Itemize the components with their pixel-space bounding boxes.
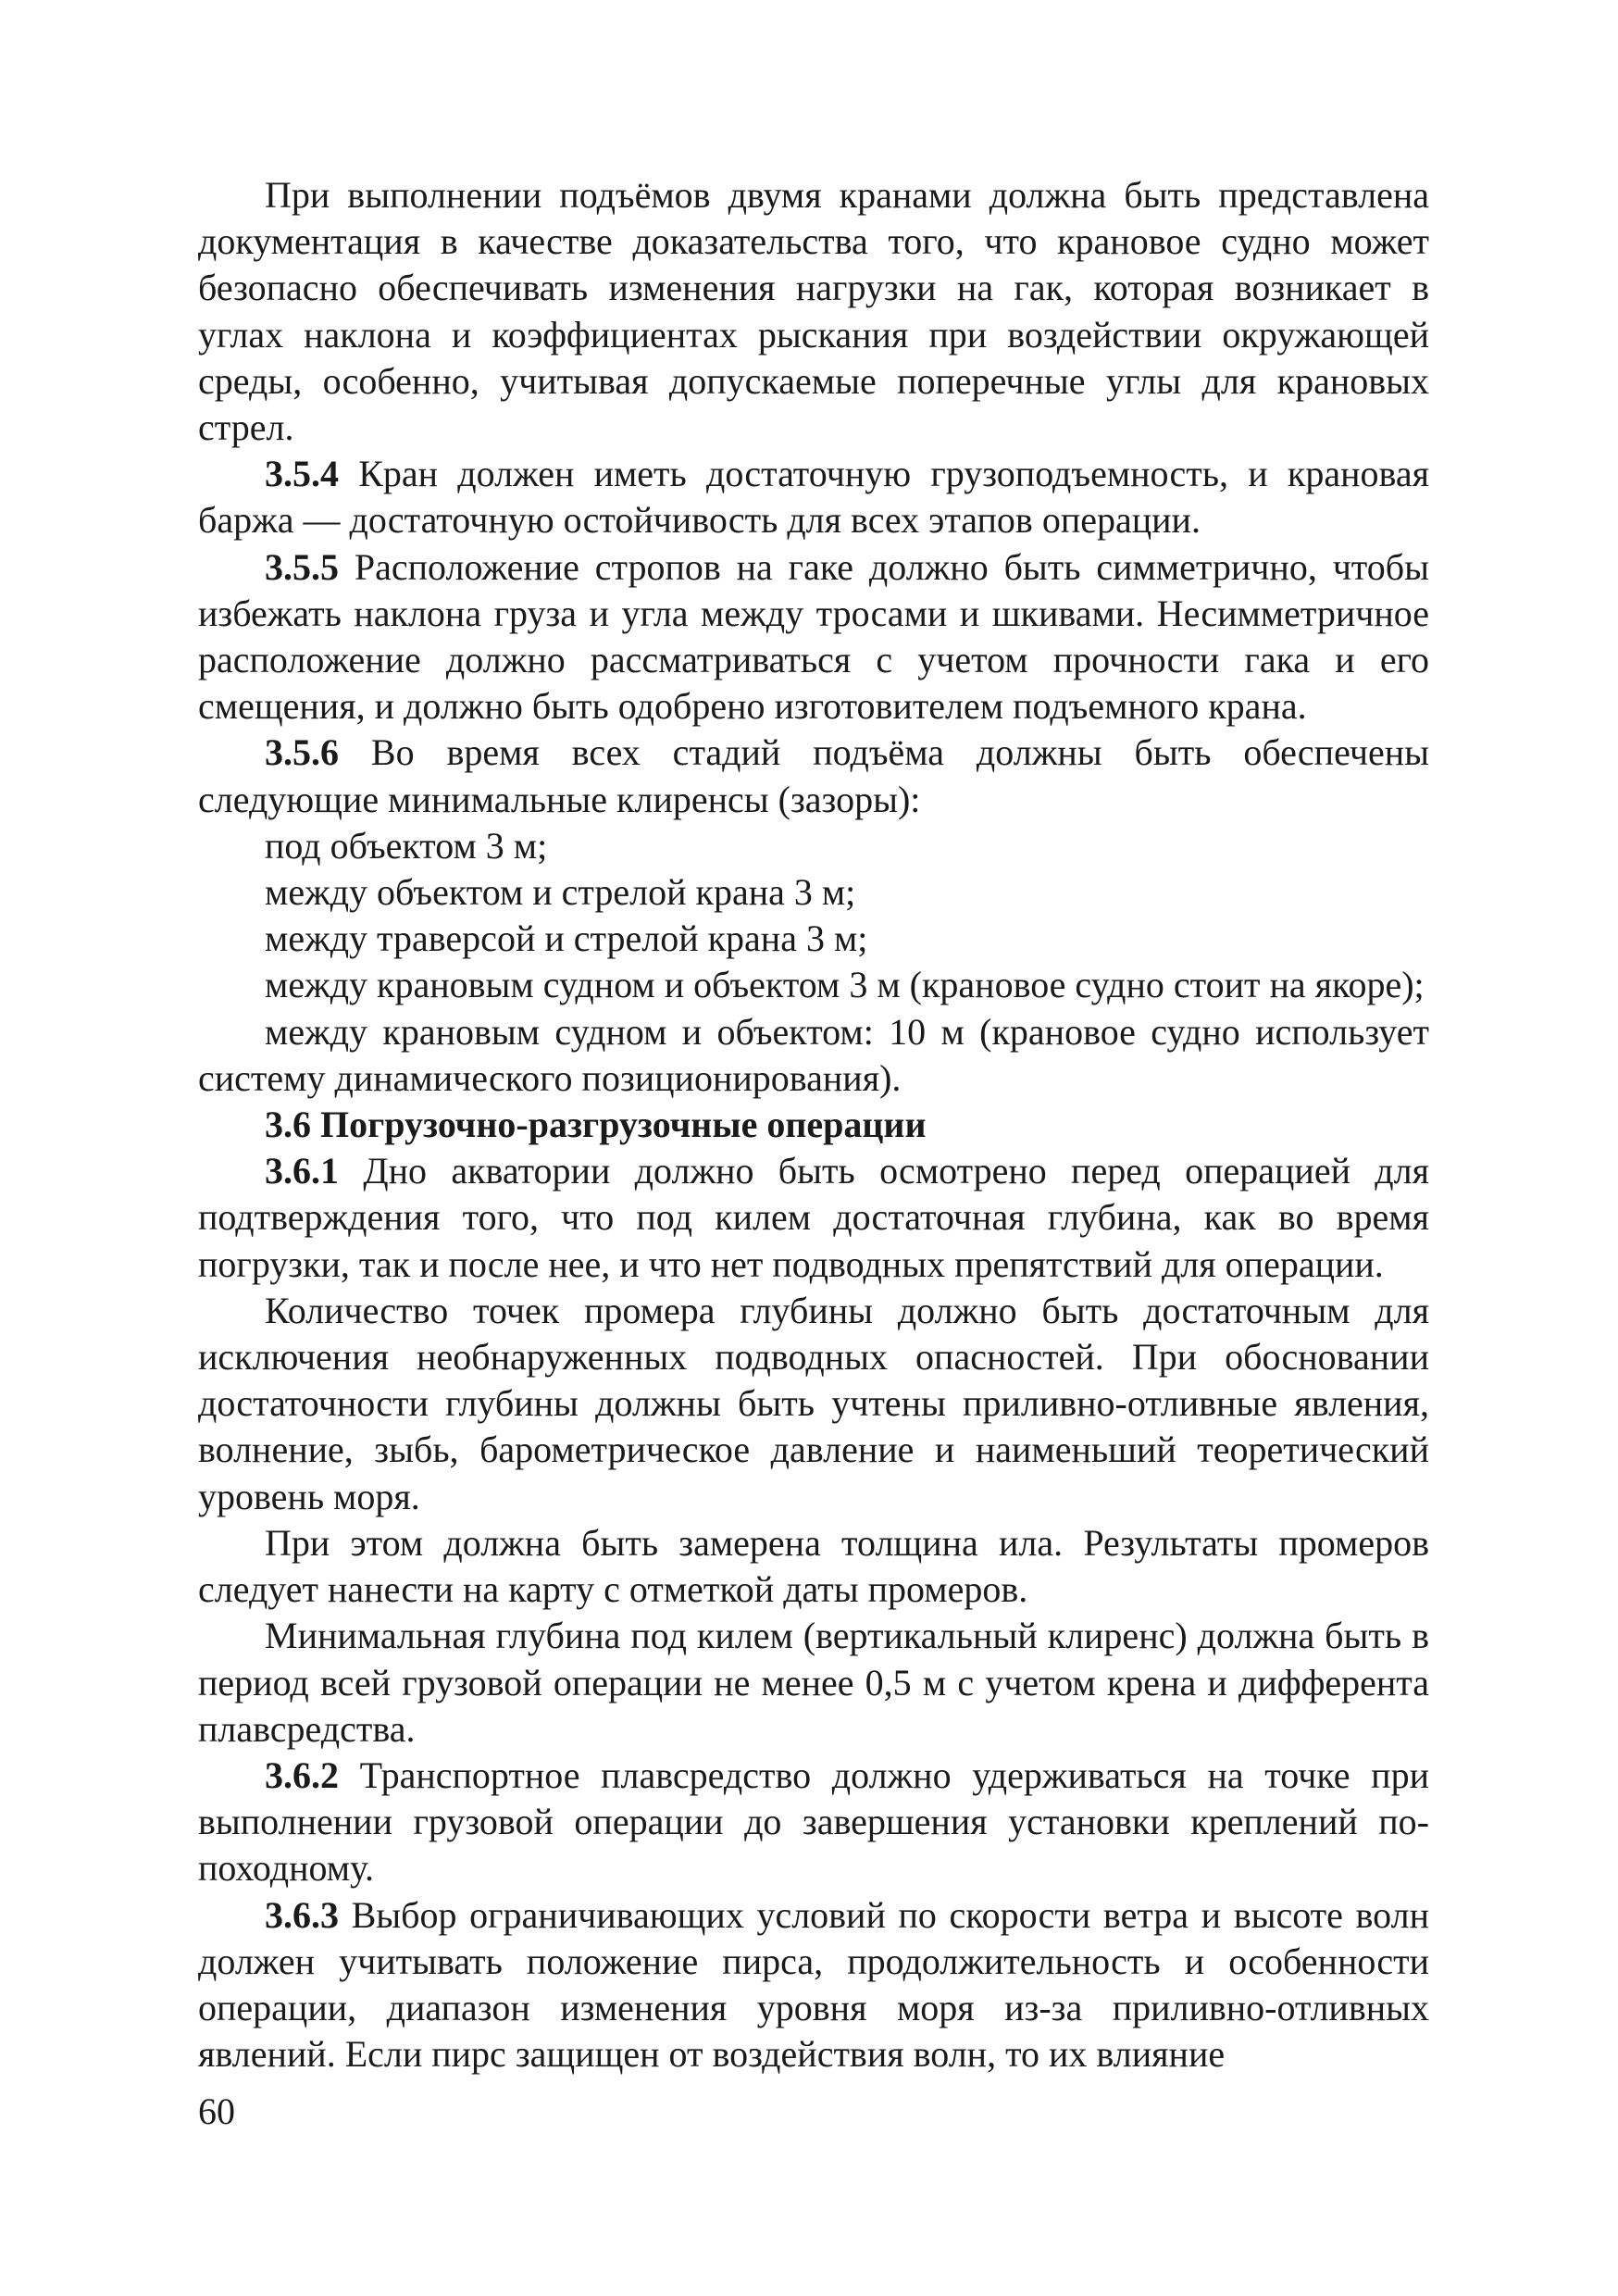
paragraph-text: Дно акватории должно быть осмотрено перед операцией для подтверждения того, что под килем достаточная глубина, как во время погрузки, так и после нее, и что нет подводных препятствий для операции. [198, 1150, 1429, 1285]
list-item-text: между траверсой и стрелой крана 3 м; [265, 917, 868, 960]
clearance-item [198, 1009, 1429, 1102]
clearance-item [198, 869, 1429, 916]
paragraph-silt-thickness [198, 1520, 1429, 1613]
paragraph-min-keel-depth [198, 1613, 1429, 1753]
paragraph-text: Во время всех стадий подъёма должны быть обеспечены следующие минимальные клиренсы (зазоры): [198, 731, 1429, 820]
paragraph-text: Минимальная глубина под килем (вертикальный клиренс) должна быть в период всей грузовой операции не менее 0,5 м с учетом крена и дифферента плавсредства. [198, 1615, 1429, 1750]
paragraph-text: Транспортное плавсредство должно удерживаться на точке при выполнении грузовой операции до завершения установки креплений по-походному. [198, 1753, 1429, 1890]
clearance-item [198, 823, 1429, 869]
paragraph-3-5-4 [198, 451, 1429, 543]
paragraph-text: Выбор ограничивающих условий по скорости ветра и высоте волн должен учитывать положение пирса, продолжительность и особенности операции, диапазон изменения уровня моря из-за приливно-отливных явлений. Если пирс защищен от воздействия волн, то их влияние [198, 1893, 1429, 2076]
paragraph-3-5-6 [198, 730, 1429, 822]
section-heading-3-6: 3.6 Погрузочно-разгрузочные операции [265, 1104, 927, 1146]
paragraph-text: Количество точек промера глубины должно быть достаточным для исключения необнаруженных подводных опасностей. При обосновании достаточности глубины должны быть учтены приливно-отливные явления, волнение, зыбь, барометрическое давление и наименьший теоретический уровень моря. [198, 1289, 1429, 1517]
list-item-text: между крановым судном и объектом 3 м (крановое судно стоит на якоре); [265, 964, 1425, 1006]
paragraph-3-5-5 [198, 544, 1429, 730]
clause-number: 3.5.4 [265, 453, 339, 495]
paragraph-dual-crane-lifts [198, 172, 1429, 451]
clearance-item [198, 916, 1429, 962]
paragraph-text: Расположение стропов на гаке должно быть симметрично, чтобы избежать наклона груза и угла между тросами и шкивами. Несимметричное расположение должно рассматриваться с учетом прочности гака и его смещения, и должно быть одобрено изготовителем подъемного крана. [198, 545, 1429, 728]
clause-number: 3.5.6 [265, 731, 339, 774]
paragraph-text: Кран должен иметь достаточную грузоподъемность, и крановая баржа — достаточную остойчивость для всех этапов операции. [198, 453, 1429, 542]
paragraph-3-6-1 [198, 1148, 1429, 1288]
paragraph-3-6-3 [198, 1892, 1429, 2078]
paragraph-text: При этом должна быть замерена толщина ила. Результаты промеров следует нанести на карту с отметкой даты промеров. [198, 1521, 1429, 1611]
paragraph-text: При выполнении подъёмов двумя кранами должна быть представлена документация в качестве доказательства того, что крановое судно может безопасно обеспечивать изменения нагрузки на гак, которая возникает в углах наклона и коэффициентах рыскания при воздействии окружающей среды, особенно, учитывая допускаемые поперечные углы для крановых стрел. [198, 174, 1429, 449]
list-item-text: под объектом 3 м; [265, 824, 548, 867]
paragraph-depth-points [198, 1288, 1429, 1520]
clause-number: 3.5.5 [265, 545, 339, 588]
clause-number: 3.6.2 [265, 1753, 339, 1796]
page-number: 60 [198, 2090, 235, 2132]
clearance-item [198, 962, 1429, 1008]
paragraph-3-6-2 [198, 1753, 1429, 1892]
list-item-text: между крановым судном и объектом: 10 м (крановое судно использует систему динамического позиционирования). [198, 1010, 1429, 1099]
clause-number: 3.6.1 [265, 1150, 339, 1192]
list-item-text: между объектом и стрелой крана 3 м; [265, 871, 856, 914]
clause-number: 3.6.3 [265, 1893, 339, 1936]
document-page [198, 172, 1429, 2078]
